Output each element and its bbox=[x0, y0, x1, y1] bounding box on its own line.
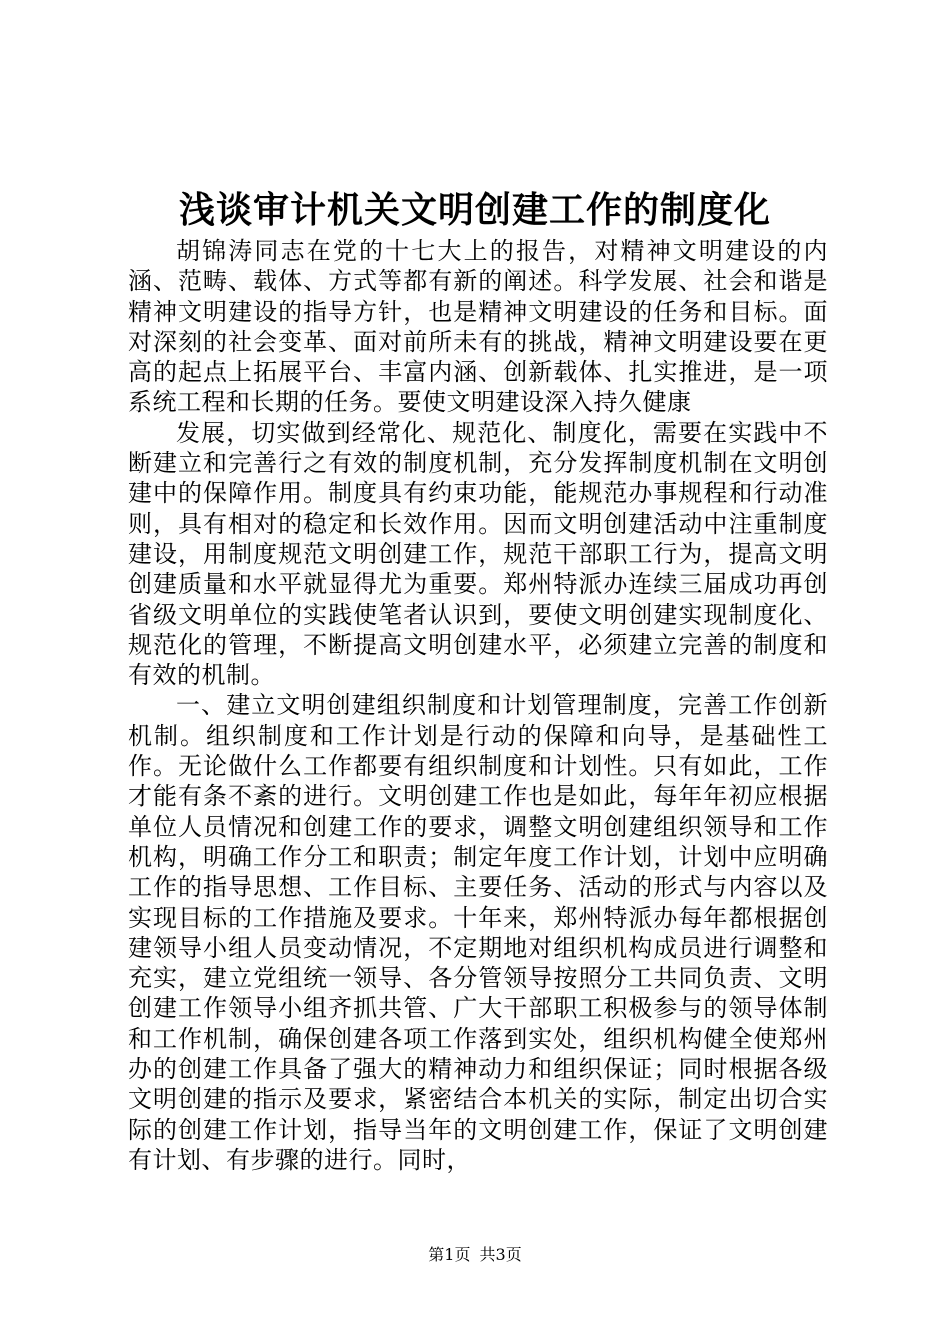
document-body bbox=[128, 236, 828, 1175]
paragraph-1: 胡锦涛同志在党的十七大上的报告，对精神文明建设的内涵、范畴、载体、方式等都有新的阐述。科学发展、社会和谐是精神文明建设的指导方针，也是精神文明建设的任务和目标。面对深刻的社会变革、面对前所未有的挑战，精神文明建设要在更高的起点上拓展平台、丰富内涵、创新载体、扎实推进，是一项系统工程和长期的任务。要使文明建设深入持久健康 bbox=[128, 237, 828, 417]
page-total: 共3页 bbox=[479, 1245, 522, 1264]
paragraph-2: 发展，切实做到经常化、规范化、制度化，需要在实践中不断建立和完善行之有效的制度机制，充分发挥制度机制在文明创建中的保障作用。制度具有约束功能，能规范办事规程和行动准则，具有相对的稳定和长效作用。因而文明创建活动中注重制度建设，用制度规范文明创建工作，规范干部职工行为，提高文明创建质量和水平就显得尤为重要。郑州特派办连续三届成功再创省级文明单位的实践使笔者认识到，要使文明创建实现制度化、规范化的管理，不断提高文明创建水平，必须建立完善的制度和有效的机制。 bbox=[128, 418, 828, 690]
page-footer bbox=[0, 1244, 950, 1266]
document-title: 浅谈审计机关文明创建工作的制度化 bbox=[178, 189, 771, 231]
paragraph-3: 一、建立文明创建组织制度和计划管理制度，完善工作创新机制。组织制度和工作计划是行动的保障和向导，是基础性工作。无论做什么工作都要有组织制度和计划性。只有如此，工作才能有条不紊的进行。文明创建工作也是如此，每年年初应根据单位人员情况和创建工作的要求，调整文明创建组织领导和工作机构，明确工作分工和职责；制定年度工作计划，计划中应明确工作的指导思想、工作目标、主要任务、活动的形式与内容以及实现目标的工作措施及要求。十年来，郑州特派办每年都根据创建领导小组人员变动情况，不定期地对组织机构成员进行调整和充实，建立党组统一领导、各分管领导按照分工共同负责、文明创建工作领导小组齐抓共管、广大干部职工积极参与的领导体制和工作机制，确保创建各项工作落到实处，组织机构健全使郑州办的创建工作具备了强大的精神动力和组织保证；同时根据各级文明创建的指示及要求，紧密结合本机关的实际，制定出切合实际的创建工作计划，指导当年的文明创建工作，保证了文明创建有计划、有步骤的进行。同时， bbox=[128, 691, 828, 1174]
page-number: 第1页 bbox=[428, 1245, 471, 1264]
